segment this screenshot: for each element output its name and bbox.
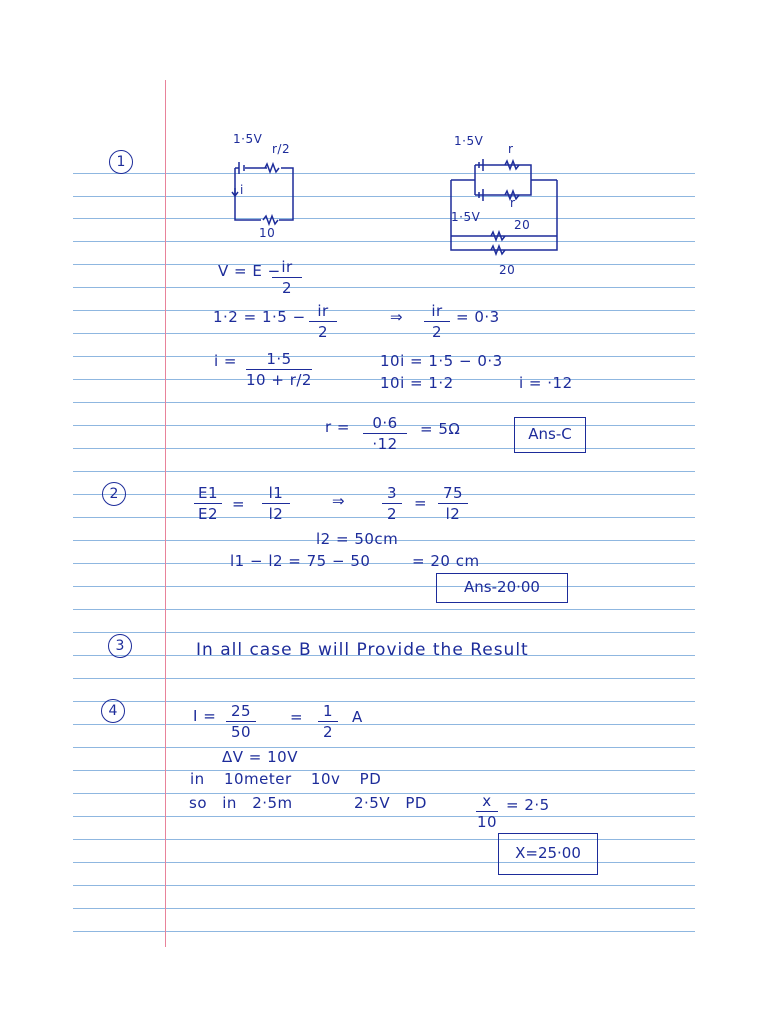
ruled-line — [73, 310, 695, 311]
q1-eq4-den: ·12 — [372, 435, 398, 453]
q2-ratio-num-d: 75 — [442, 484, 464, 502]
q2-ratio-d — [438, 484, 468, 523]
ruled-line — [73, 862, 695, 863]
q2-ratio-den-a: E2 — [197, 505, 219, 523]
q4-x-den: 10 — [476, 813, 498, 831]
q1-left-resistance: r/2 — [272, 142, 291, 156]
ruled-line — [73, 632, 695, 633]
ruled-line — [73, 333, 695, 334]
ruled-line — [73, 241, 695, 242]
q2-answer-box: Ans-20·00 — [436, 573, 568, 603]
ruled-line — [73, 885, 695, 886]
q4-line-a: in 10meter 10v PD — [190, 770, 382, 788]
q2-ratio-num-b: l1 — [268, 484, 284, 502]
q1-eq2-num: ir — [317, 302, 329, 320]
ruled-line — [73, 196, 695, 197]
q1-eq4-num: 0·6 — [372, 414, 398, 432]
q1-left-load: 10 — [259, 226, 276, 240]
q2-ratio-num-c: 3 — [386, 484, 398, 502]
ruled-line — [73, 402, 695, 403]
ruled-line — [73, 839, 695, 840]
q4-i-res-num: 1 — [322, 702, 334, 720]
circuit-diagram-right — [445, 140, 565, 265]
ruled-line — [73, 701, 695, 702]
ruled-line — [73, 770, 695, 771]
q1-eq2-fraction — [309, 302, 337, 341]
q1-eq4-res: = 5Ω — [420, 420, 461, 438]
q4-x-num: x — [482, 792, 492, 810]
ruled-line — [73, 724, 695, 725]
q2-difference-result: = 20 cm — [412, 552, 480, 570]
circuit-diagram-left — [225, 140, 305, 240]
q4-answer-box: X=25·00 — [498, 833, 598, 875]
q1-eq1-num: ir — [281, 258, 293, 276]
q1-left-emf: 1·5V — [233, 132, 263, 146]
q1-eq3-num: 1·5 — [266, 350, 292, 368]
q2-ratio-den-c: 2 — [386, 505, 398, 523]
q4-i-res-den: 2 — [322, 723, 334, 741]
q1-right-r-bottom: r — [510, 196, 516, 210]
margin-line — [165, 80, 166, 947]
q4-i-num: 25 — [230, 702, 252, 720]
q4-line-b-b: 2·5V PD — [354, 794, 427, 812]
q4-x-result: = 2·5 — [506, 796, 550, 814]
q1-eq4-fraction — [363, 414, 407, 453]
q2-ratio-b — [262, 484, 290, 523]
q4-i-result-fraction — [318, 702, 338, 741]
q1-eq2-result-fraction — [424, 302, 450, 341]
q4-i-den: 50 — [230, 723, 252, 741]
q1-right-emf-top: 1·5V — [454, 134, 484, 148]
q1-eq3-den: 10 + r/2 — [246, 371, 312, 389]
q1-eq1-fraction — [272, 258, 302, 297]
q4-i-fraction — [226, 702, 256, 741]
q2-arrow: ⇒ — [332, 492, 346, 510]
ruled-line — [73, 747, 695, 748]
q1-eq2-den: 2 — [317, 323, 329, 341]
q4-x-fraction — [476, 792, 498, 831]
q1-eq3-right-c: i = ·12 — [519, 374, 573, 392]
question-1-number: 1 — [109, 150, 133, 174]
question-4-number: 4 — [101, 699, 125, 723]
ruled-line — [73, 471, 695, 472]
ruled-line — [73, 287, 695, 288]
q1-eq4-lhs: r = — [325, 418, 351, 436]
ruled-line — [73, 931, 695, 932]
q1-left-current: i — [240, 183, 244, 197]
ruled-line — [73, 563, 695, 564]
q2-ratio-den-d: l2 — [445, 505, 461, 523]
q1-right-load: 20 — [514, 218, 531, 232]
question-3-number: 3 — [108, 634, 132, 658]
q2-ratio-den-b: l2 — [268, 505, 284, 523]
q4-i-unit: A — [352, 708, 363, 726]
q1-eq2-res-val: = 0·3 — [456, 308, 500, 326]
q2-eq-sign-b: = — [414, 494, 428, 512]
q2-eq-sign-a: = — [232, 495, 246, 513]
q4-dv: ΔV = 10V — [222, 748, 298, 766]
q1-answer-box: Ans-C — [514, 417, 586, 453]
ruled-line — [73, 173, 695, 174]
ruled-line — [73, 816, 695, 817]
q1-eq3-right-b: 10i = 1·2 — [380, 374, 454, 392]
q4-i-lhs: I = — [193, 707, 217, 725]
q4-line-b-a: so in 2·5m — [189, 794, 293, 812]
ruled-line — [73, 586, 695, 587]
q4-i-eq: = — [290, 708, 304, 726]
q2-l2-value: l2 = 50cm — [316, 530, 399, 548]
q1-right-load-bottom: 20 — [499, 263, 516, 277]
q1-eq3-right-a: 10i = 1·5 − 0·3 — [380, 352, 503, 370]
q2-difference: l1 − l2 = 75 − 50 — [230, 552, 371, 570]
q1-eq2-res-den: 2 — [431, 323, 443, 341]
q1-right-r-top: r — [508, 142, 514, 156]
q1-eq2-res-num: ir — [431, 302, 443, 320]
q2-ratio-a — [194, 484, 222, 523]
ruled-line — [73, 264, 695, 265]
ruled-line — [73, 678, 695, 679]
q1-eq2-lhs: 1·2 = 1·5 − — [213, 308, 306, 326]
q2-ratio-num-a: E1 — [197, 484, 219, 502]
q1-eq2-arrow: ⇒ — [390, 308, 404, 326]
q2-ratio-c — [382, 484, 402, 523]
q1-eq3-fraction — [246, 350, 312, 389]
ruled-line — [73, 218, 695, 219]
ruled-line — [73, 908, 695, 909]
q1-eq3-lhs: i = — [214, 352, 238, 370]
q1-eq1-den: 2 — [281, 279, 293, 297]
question-2-number: 2 — [102, 482, 126, 506]
ruled-line — [73, 609, 695, 610]
q1-right-emf-bottom: 1·5V — [451, 210, 481, 224]
q1-eq1-lhs: V = E − — [218, 262, 281, 280]
q3-statement: In all case B will Provide the Result — [196, 640, 529, 660]
